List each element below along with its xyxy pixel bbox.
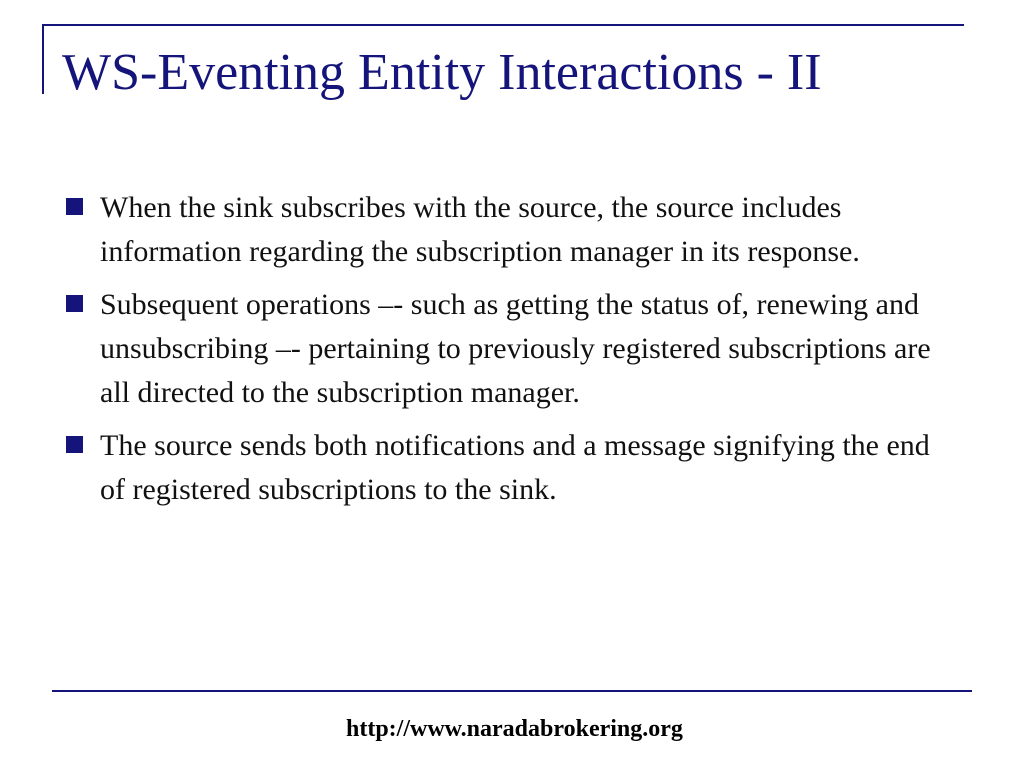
bullet-item (62, 186, 962, 274)
square-bullet-icon (66, 436, 83, 453)
slide-title: WS-Eventing Entity Interactions - II (62, 44, 822, 101)
bullet-text: The source sends both notifications and a message signifying the end of registered subscriptions to the sink. (100, 429, 930, 506)
bullet-text: When the sink subscribes with the source, the source includes information regarding the subscription manager in its response. (100, 191, 860, 268)
bullet-list (62, 186, 962, 521)
footer-url: http://www.naradabrokering.org (346, 716, 683, 742)
bottom-rule (52, 690, 972, 692)
bullet-item (62, 283, 962, 415)
bullet-text: Subsequent operations –- such as getting the status of, renewing and unsubscribing –- pertaining to previously registered subscriptions are all directed to the subscription manager. (100, 288, 931, 409)
square-bullet-icon (66, 295, 83, 312)
bullet-item (62, 424, 962, 512)
left-accent-rule (42, 24, 44, 94)
square-bullet-icon (66, 198, 83, 215)
top-rule (42, 24, 964, 26)
